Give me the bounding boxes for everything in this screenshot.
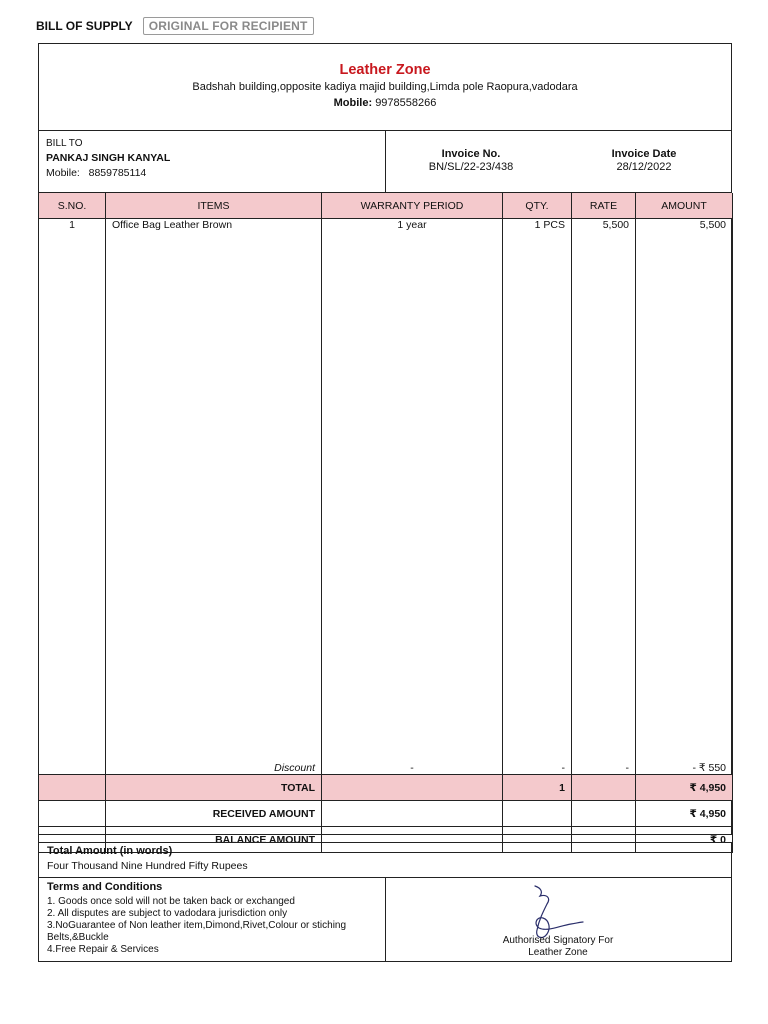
total-warranty-cell	[322, 775, 503, 801]
col-header-rate: RATE	[572, 193, 636, 219]
balance-label: BALANCE AMOUNT	[106, 827, 322, 853]
signature-image	[513, 884, 593, 942]
items-header-row	[39, 193, 733, 219]
signatory-line-2: Leather Zone	[528, 947, 588, 958]
customer-mobile	[46, 167, 385, 179]
col-header-amount: AMOUNT	[636, 193, 733, 219]
discount-rate: -	[572, 754, 636, 775]
discount-amount: - ₹ 550	[636, 754, 733, 775]
invoice-number-block	[406, 148, 536, 173]
item-name: Office Bag Leather Brown	[106, 219, 322, 755]
customer-name: PANKAJ SINGH KANYAL	[46, 152, 171, 164]
total-rate-cell	[572, 775, 636, 801]
table-row	[39, 219, 733, 755]
received-rate-cell	[572, 801, 636, 827]
document-type-bar	[36, 16, 314, 36]
terms-line: 2. All disputes are subject to vadodara jurisdiction only	[47, 908, 288, 919]
terms-line: 3.NoGuarantee of Non leather item,Dimond,Rivet,Colour or stiching	[47, 920, 347, 931]
col-header-warranty: WARRANTY PERIOD	[322, 193, 503, 219]
invoice-date-label: Invoice Date	[611, 148, 677, 160]
invoice-number-label: Invoice No.	[441, 148, 501, 160]
business-mobile-label: Mobile:	[333, 97, 373, 109]
business-name: Leather Zone	[339, 62, 431, 78]
bill-to-label: BILL TO	[46, 138, 83, 149]
terms-line: 1. Goods once sold will not be taken back or exchanged	[47, 896, 295, 907]
item-qty: 1 PCS	[503, 219, 572, 755]
received-qty-cell	[503, 801, 572, 827]
total-amount: ₹ 4,950	[636, 775, 733, 801]
item-amount: 5,500	[636, 219, 733, 755]
total-sno-cell	[39, 775, 106, 801]
col-header-items: ITEMS	[106, 193, 322, 219]
invoice-number: BN/SL/22-23/438	[428, 161, 514, 173]
business-header	[38, 43, 732, 131]
customer-mobile-label: Mobile:	[46, 167, 80, 179]
discount-label: Discount	[106, 754, 322, 775]
received-sno-cell	[39, 801, 106, 827]
business-address: Badshah building,opposite kadiya majid building,Limda pole Raopura,vadodara	[192, 81, 578, 93]
received-warranty-cell	[322, 801, 503, 827]
item-warranty: 1 year	[322, 219, 503, 755]
total-qty: 1	[503, 775, 572, 801]
terms-section	[38, 877, 386, 962]
signatory-section	[385, 877, 732, 962]
discount-sno-cell	[39, 754, 106, 775]
total-row	[39, 775, 733, 801]
amount-words-value: Four Thousand Nine Hundred Fifty Rupees	[47, 860, 248, 872]
invoice-date-block	[588, 148, 700, 173]
discount-row	[39, 754, 733, 775]
copy-badge: ORIGINAL FOR RECIPIENT	[143, 17, 314, 35]
discount-warranty: -	[322, 754, 503, 775]
bill-info-row	[38, 131, 732, 193]
col-header-sno: S.NO.	[39, 193, 106, 219]
invoice-date: 28/12/2022	[616, 161, 672, 173]
balance-amount: ₹ 0	[636, 827, 733, 853]
received-row	[39, 801, 733, 827]
document-type: BILL OF SUPPLY	[36, 19, 133, 33]
item-rate: 5,500	[572, 219, 636, 755]
terms-line: 4.Free Repair & Services	[47, 944, 159, 955]
col-header-qty: QTY.	[503, 193, 572, 219]
terms-line: Belts,&Buckle	[47, 932, 109, 943]
business-mobile-value: 9978558266	[375, 97, 437, 109]
signatory-text	[385, 935, 731, 959]
amount-words-label: Total Amount (in words)	[47, 845, 173, 857]
discount-qty: -	[503, 754, 572, 775]
received-label: RECEIVED AMOUNT	[106, 801, 322, 827]
customer-mobile-value: 8859785114	[88, 167, 147, 179]
received-amount: ₹ 4,950	[636, 801, 733, 827]
signatory-line-1: Authorised Signatory For	[502, 935, 614, 946]
business-mobile	[38, 97, 732, 109]
bill-to-section	[38, 131, 386, 192]
terms-label: Terms and Conditions	[47, 881, 163, 893]
amount-in-words	[38, 842, 732, 878]
item-sno: 1	[39, 219, 106, 755]
total-label: TOTAL	[106, 775, 322, 801]
items-table	[38, 193, 733, 853]
